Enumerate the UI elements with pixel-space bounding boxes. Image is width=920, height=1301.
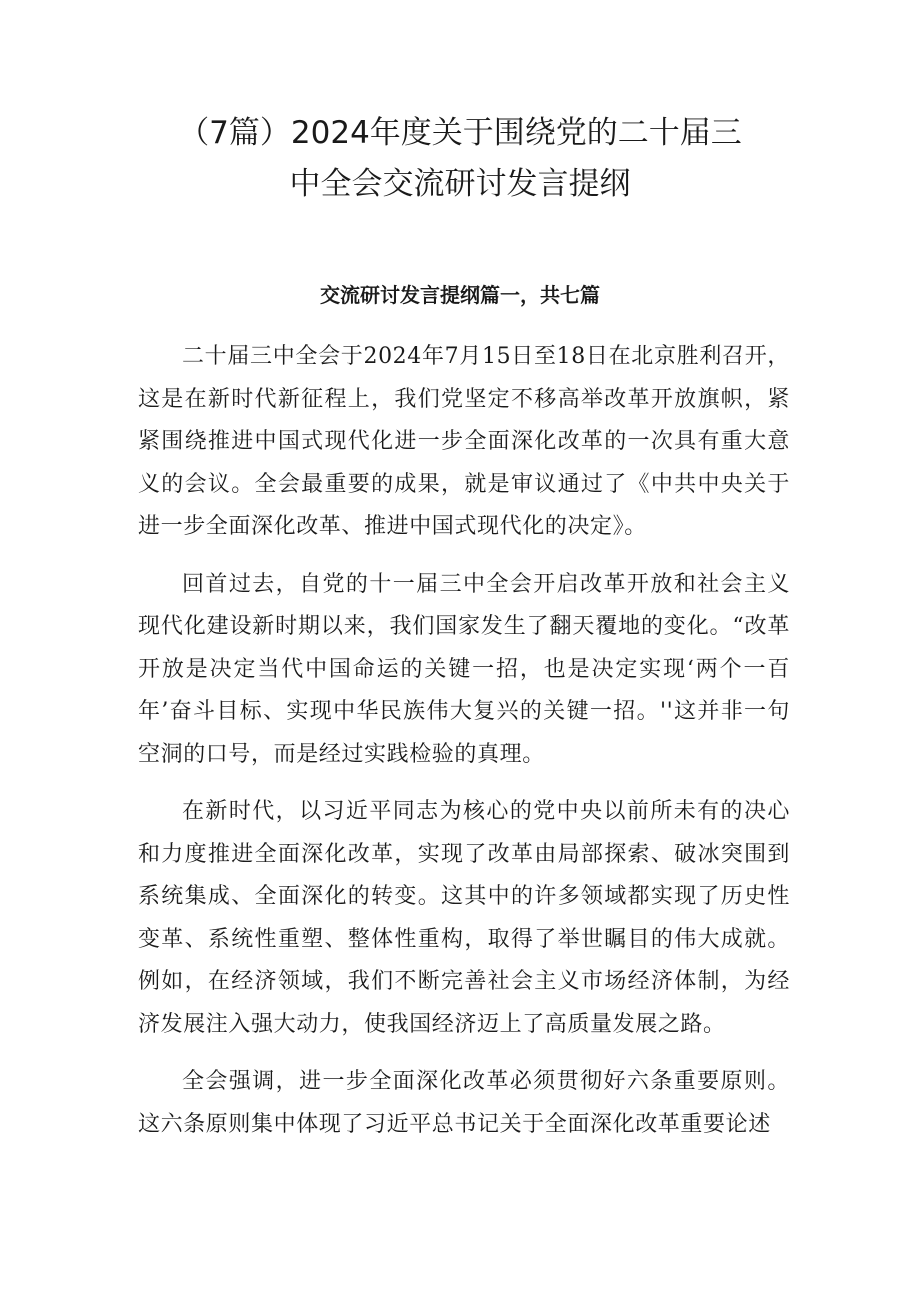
document-body xyxy=(138,336,790,1161)
section-heading: 交流研讨发言提纲篇一，共七篇 xyxy=(320,283,600,307)
paragraph-3: 在新时代，以习近平同志为核心的党中央以前所未有的决心和力度推进全面深化改革，实现了改革由局部探索、破冰突围到系统集成、全面深化的转变。这其中的许多领域都实现了历史性变革、系统性重塑、整体性重构，取得了举世瞩目的伟大成就。例如，在经济领域，我们不断完善社会主义市场经济体制，为经济发展注入强大动力，使我国经济迈上了高质量发展之路。 xyxy=(138,799,790,1037)
paragraph-4: 全会强调，进一步全面深化改革必须贯彻好六条重要原则。这六条原则集中体现了习近平总书记关于全面深化改革重要论述 xyxy=(138,1069,790,1137)
document-title-line-1: （7篇）2024年度关于围绕党的二十届三 xyxy=(178,115,742,151)
document-title xyxy=(140,108,780,210)
paragraph-1: 二十届三中全会于2024年7月15日至18日在北京胜利召开，这是在新时代新征程上，我们党坚定不移高举改革开放旗帜，紧紧围绕推进中国式现代化进一步全面深化改革的一次具有重大意义的会议。全会最重要的成果，就是审议通过了《中共中央关于进一步全面深化改革、推进中国式现代化的决定》。 xyxy=(138,344,790,539)
document-title-line-2: 中全会交流研讨发言提纲 xyxy=(289,166,631,202)
paragraph-2: 回首过去，自党的十一届三中全会开启改革开放和社会主义现代化建设新时期以来，我们国家发生了翻天覆地的变化。“改革开放是决定当代中国命运的关键一招，也是决定实现‘两个一百年’奋斗目标、实现中华民族伟大复兴的关键一招。''这并非一句空洞的口号，而是经过实践检验的真理。 xyxy=(138,571,790,767)
